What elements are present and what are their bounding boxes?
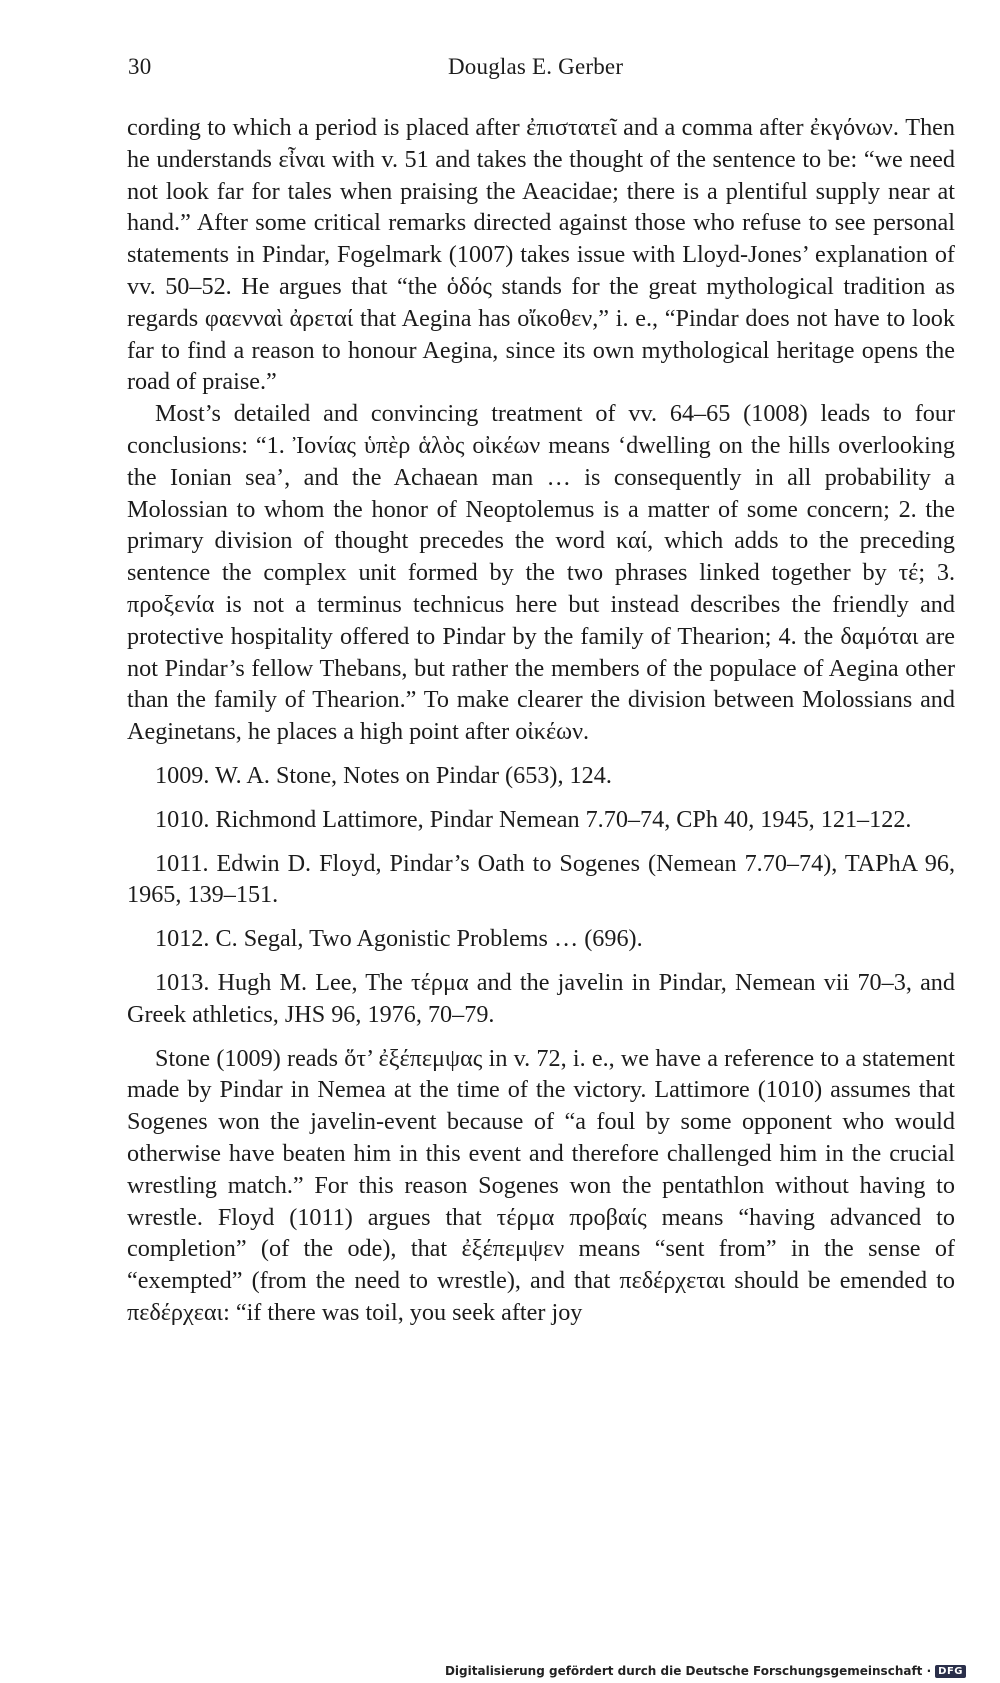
- dfg-logo: DFG: [935, 1665, 966, 1678]
- bibliography-entry: 1010. Richmond Lattimore, Pindar Nemean 7.70–74, CPh 40, 1945, 121–122.: [155, 805, 912, 833]
- paragraph: Most’s detailed and convincing treatment of vv. 64–65 (1008) leads to four conclusions: “1. Ἰονίας ὑπὲρ ἁλὸς οἰκέων means ‘dwelling on the hills overlooking the Ionian sea’, and the Achaean man … is consequently in all probability a Molossian to whom the honor of Neoptolemus is a matter of some concern; 2. the primary division of thought precedes the word καί, which adds to the preceding sentence the complex unit formed by the two phrases linked together by τέ; 3. προξενία is not a terminus technicus here but instead describes the friendly and protective hospitality offered to Pindar by the family of Thearion; 4. the δαμόται are not Pindar’s fellow Thebans, but rather the members of the populace of Aegina other than the family of Thearion.” To make clearer the division between Molossians and Aeginetans, he places a high point after οἰκέων.: [127, 400, 955, 746]
- bibliography-entry: 1009. W. A. Stone, Notes on Pindar (653), 124.: [155, 761, 612, 789]
- digitization-footer: [445, 1664, 966, 1678]
- bibliography-entry: 1013. Hugh M. Lee, The τέρμα and the javelin in Pindar, Nemean vii 70–3, and Greek athletics, JHS 96, 1976, 70–79.: [127, 968, 955, 1028]
- paragraph: cording to which a period is placed after ἐπιστατεῖ and a comma after ἐκγόνων. Then he understands εἶναι with v. 51 and takes the thought of the sentence to be: “we need not look far for tales when praising the Aeacidae; there is a plentiful supply near at hand.” After some critical remarks directed against those who refuse to see personal statements in Pindar, Fogelmark (1007) takes issue with Lloyd-Jones’ explanation of vv. 50–52. He argues that “the ὁδός stands for the great mythological tradition as regards φαενναὶ ἀρεταί that Aegina has οἴκοθεν,” i. e., “Pindar does not have to look far to find a reason to honour Aegina, since its own mythological heritage opens the road of praise.”: [127, 114, 955, 396]
- bibliography-entry: 1012. C. Segal, Two Agonistic Problems … (696).: [155, 925, 643, 953]
- page-number: 30: [128, 54, 152, 79]
- paragraph: Stone (1009) reads ὅτ’ ἐξέπεμψας in v. 72, i. e., we have a reference to a statement made by Pindar in Nemea at the time of the victory. Lattimore (1010) assumes that Sogenes won the javelin-event because of “a foul by some opponent who would otherwise have beaten him in this event and therefore challenged him in the crucial wrestling match.” For this reason Sogenes won the pentathlon without having to wrestle. Floyd (1011) argues that τέρμα προβαίς means “having advanced to completion” (of the ode), that ἐξέπεμψεν means “sent from” in the sense of “exempted” (from the need to wrestle), and that πεδέρχεται should be emended to πεδέρχεαι: “if there was toil, you seek after joy: [127, 1044, 955, 1326]
- bibliography-entry: 1011. Edwin D. Floyd, Pindar’s Oath to Sogenes (Nemean 7.70–74), TAPhA 96, 1965, 139–151.: [127, 849, 955, 909]
- page-header: [128, 54, 954, 90]
- footer-text: Digitalisierung gefördert durch die Deutsche Forschungsgemeinschaft ·: [444, 1664, 932, 1678]
- running-head: Douglas E. Gerber: [448, 54, 624, 79]
- body-text: [127, 112, 955, 1329]
